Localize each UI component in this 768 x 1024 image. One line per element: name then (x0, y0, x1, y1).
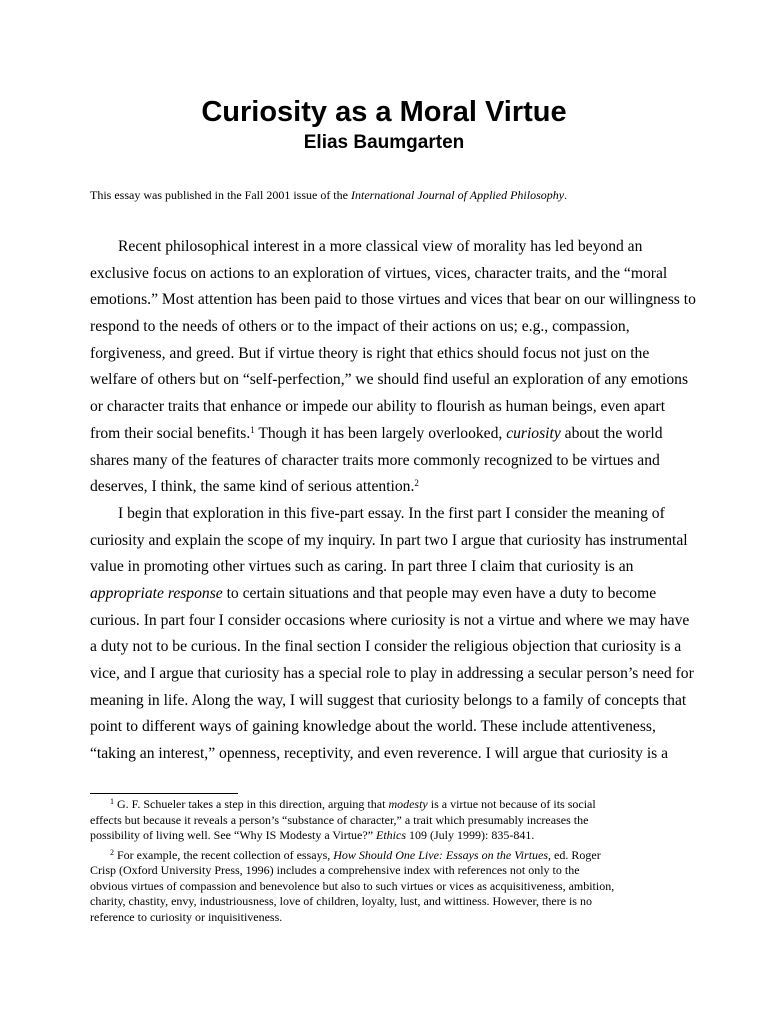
footnote-line: charity, chastity, envy, industriousness, love of children, loyalty, lust, and wittiness. However, there is no (90, 894, 592, 908)
footnote-line: Crisp (Oxford University Press, 1996) includes a comprehensive index with references not only to the (90, 863, 580, 877)
publication-note (90, 187, 567, 203)
text-line: exclusive focus on actions to an exploration of virtues, vices, character traits, and the “moral (90, 264, 668, 282)
text-line: value in promoting other virtues such as caring. In part three I claim that curiosity is an (90, 558, 634, 576)
footnote-line: effects but because it reveals a person’s “substance of character,” a trait which presumably increases the (90, 812, 589, 827)
text-run: Though it has been largely overlooked, (254, 424, 507, 442)
footnote-ref-2[interactable]: 2 (414, 478, 419, 489)
footnote-line (90, 828, 690, 844)
footnote-1 (90, 797, 690, 844)
text-line: vice, and I argue that curiosity has a special role to play in addressing a secular person’s need for (90, 665, 694, 682)
text-line: curious. In part four I consider occasions where curiosity is not a virtue and where we may have (90, 611, 690, 629)
text-line: or character traits that enhance or impede our ability to flourish as human beings, even apart (90, 398, 666, 416)
text-line: curiosity and explain the scope of my inquiry. In part two I argue that curiosity has instrumental (90, 531, 688, 549)
footnote-separator (90, 793, 238, 794)
text-line (90, 421, 690, 448)
text-line: shares many of the features of character traits more commonly recognized to be virtues and (90, 451, 660, 469)
publication-note-text: This essay was published in the Fall 2001 issue of the (90, 188, 351, 202)
text-line: I begin that exploration in this five-part essay. In the first part I consider the meaning of (118, 504, 665, 522)
emphasis-ethics: Ethics (376, 828, 407, 842)
text-line: Recent philosophical interest in a more classical view of morality has led beyond an (118, 238, 643, 255)
text-run: For example, the recent collection of essays, (114, 847, 334, 862)
document-title: Curiosity as a Moral Virtue (201, 96, 567, 128)
footnote-line: obvious virtues of compassion and benevolence but also to such virtues or vices as acquisitiveness, ambition, (90, 878, 615, 893)
footnote-2 (90, 848, 690, 926)
author-name: Elias Baumgarten (303, 132, 465, 153)
text-line: meaning in life. Along the way, I will suggest that curiosity belongs to a family of concepts that (90, 691, 687, 709)
text-run: to certain situations and that people may even have a duty to become (222, 584, 657, 602)
emphasis-modesty: modesty (388, 797, 428, 811)
text-run: deserves, I think, the same kind of serious attention. (90, 478, 415, 496)
text-line (90, 474, 690, 501)
text-run: G. F. Schueler takes a step in this direction, arguing that (114, 797, 389, 811)
emphasis-appropriate-response: appropriate response (90, 584, 223, 602)
footnote-mark: 1 (110, 797, 114, 806)
footnotes (90, 797, 690, 925)
footnote-line (90, 797, 690, 813)
footnote-mark: 2 (110, 847, 114, 857)
publication-note-end: . (564, 188, 568, 202)
text-line: forgiveness, and greed. But if virtue theory is right that ethics should focus not just on the (90, 344, 650, 362)
paragraph-1 (90, 234, 696, 501)
paragraph-2 (90, 501, 694, 768)
footnote-line: reference to curiosity or inquisitiveness. (90, 909, 283, 924)
text-line: “taking an interest,” openness, receptivity, and even reverence. I will argue that curiosity is a (90, 745, 669, 763)
footnote-line (90, 848, 690, 864)
footnote-ref-1[interactable]: 1 (250, 424, 255, 435)
journal-title: International Journal of Applied Philosophy (350, 188, 565, 202)
text-run: , ed. Roger (548, 847, 601, 862)
emphasis-curiosity: curiosity (506, 424, 561, 442)
text-line: emotions.” Most attention has been paid to those virtues and vices that bear on our willingness to (90, 291, 696, 309)
text-run: from their social benefits. (90, 424, 251, 442)
text-line: welfare of others but on “self-perfection,” we should find useful an exploration of any emotions (90, 371, 689, 389)
text-run: 109 (July 1999): 835-841. (406, 828, 535, 842)
text-run: about the world (560, 424, 663, 442)
text-line: point to different ways of gaining knowledge about the world. These include attentiveness, (90, 718, 656, 736)
text-run: is a virtue not because of its social (427, 797, 596, 811)
emphasis-book-title: How Should One Live: Essays on the Virtues (333, 847, 549, 862)
text-line: a duty not to be curious. In the final section I consider the religious objection that curiosity is a (90, 638, 682, 656)
essay-body (90, 234, 696, 768)
text-line (90, 581, 690, 608)
text-run: possibility of living well. See “Why IS Modesty a Virtue?” (90, 828, 377, 842)
text-line: respond to the needs of others or to the impact of their actions on us; e.g., compassion, (90, 318, 630, 336)
